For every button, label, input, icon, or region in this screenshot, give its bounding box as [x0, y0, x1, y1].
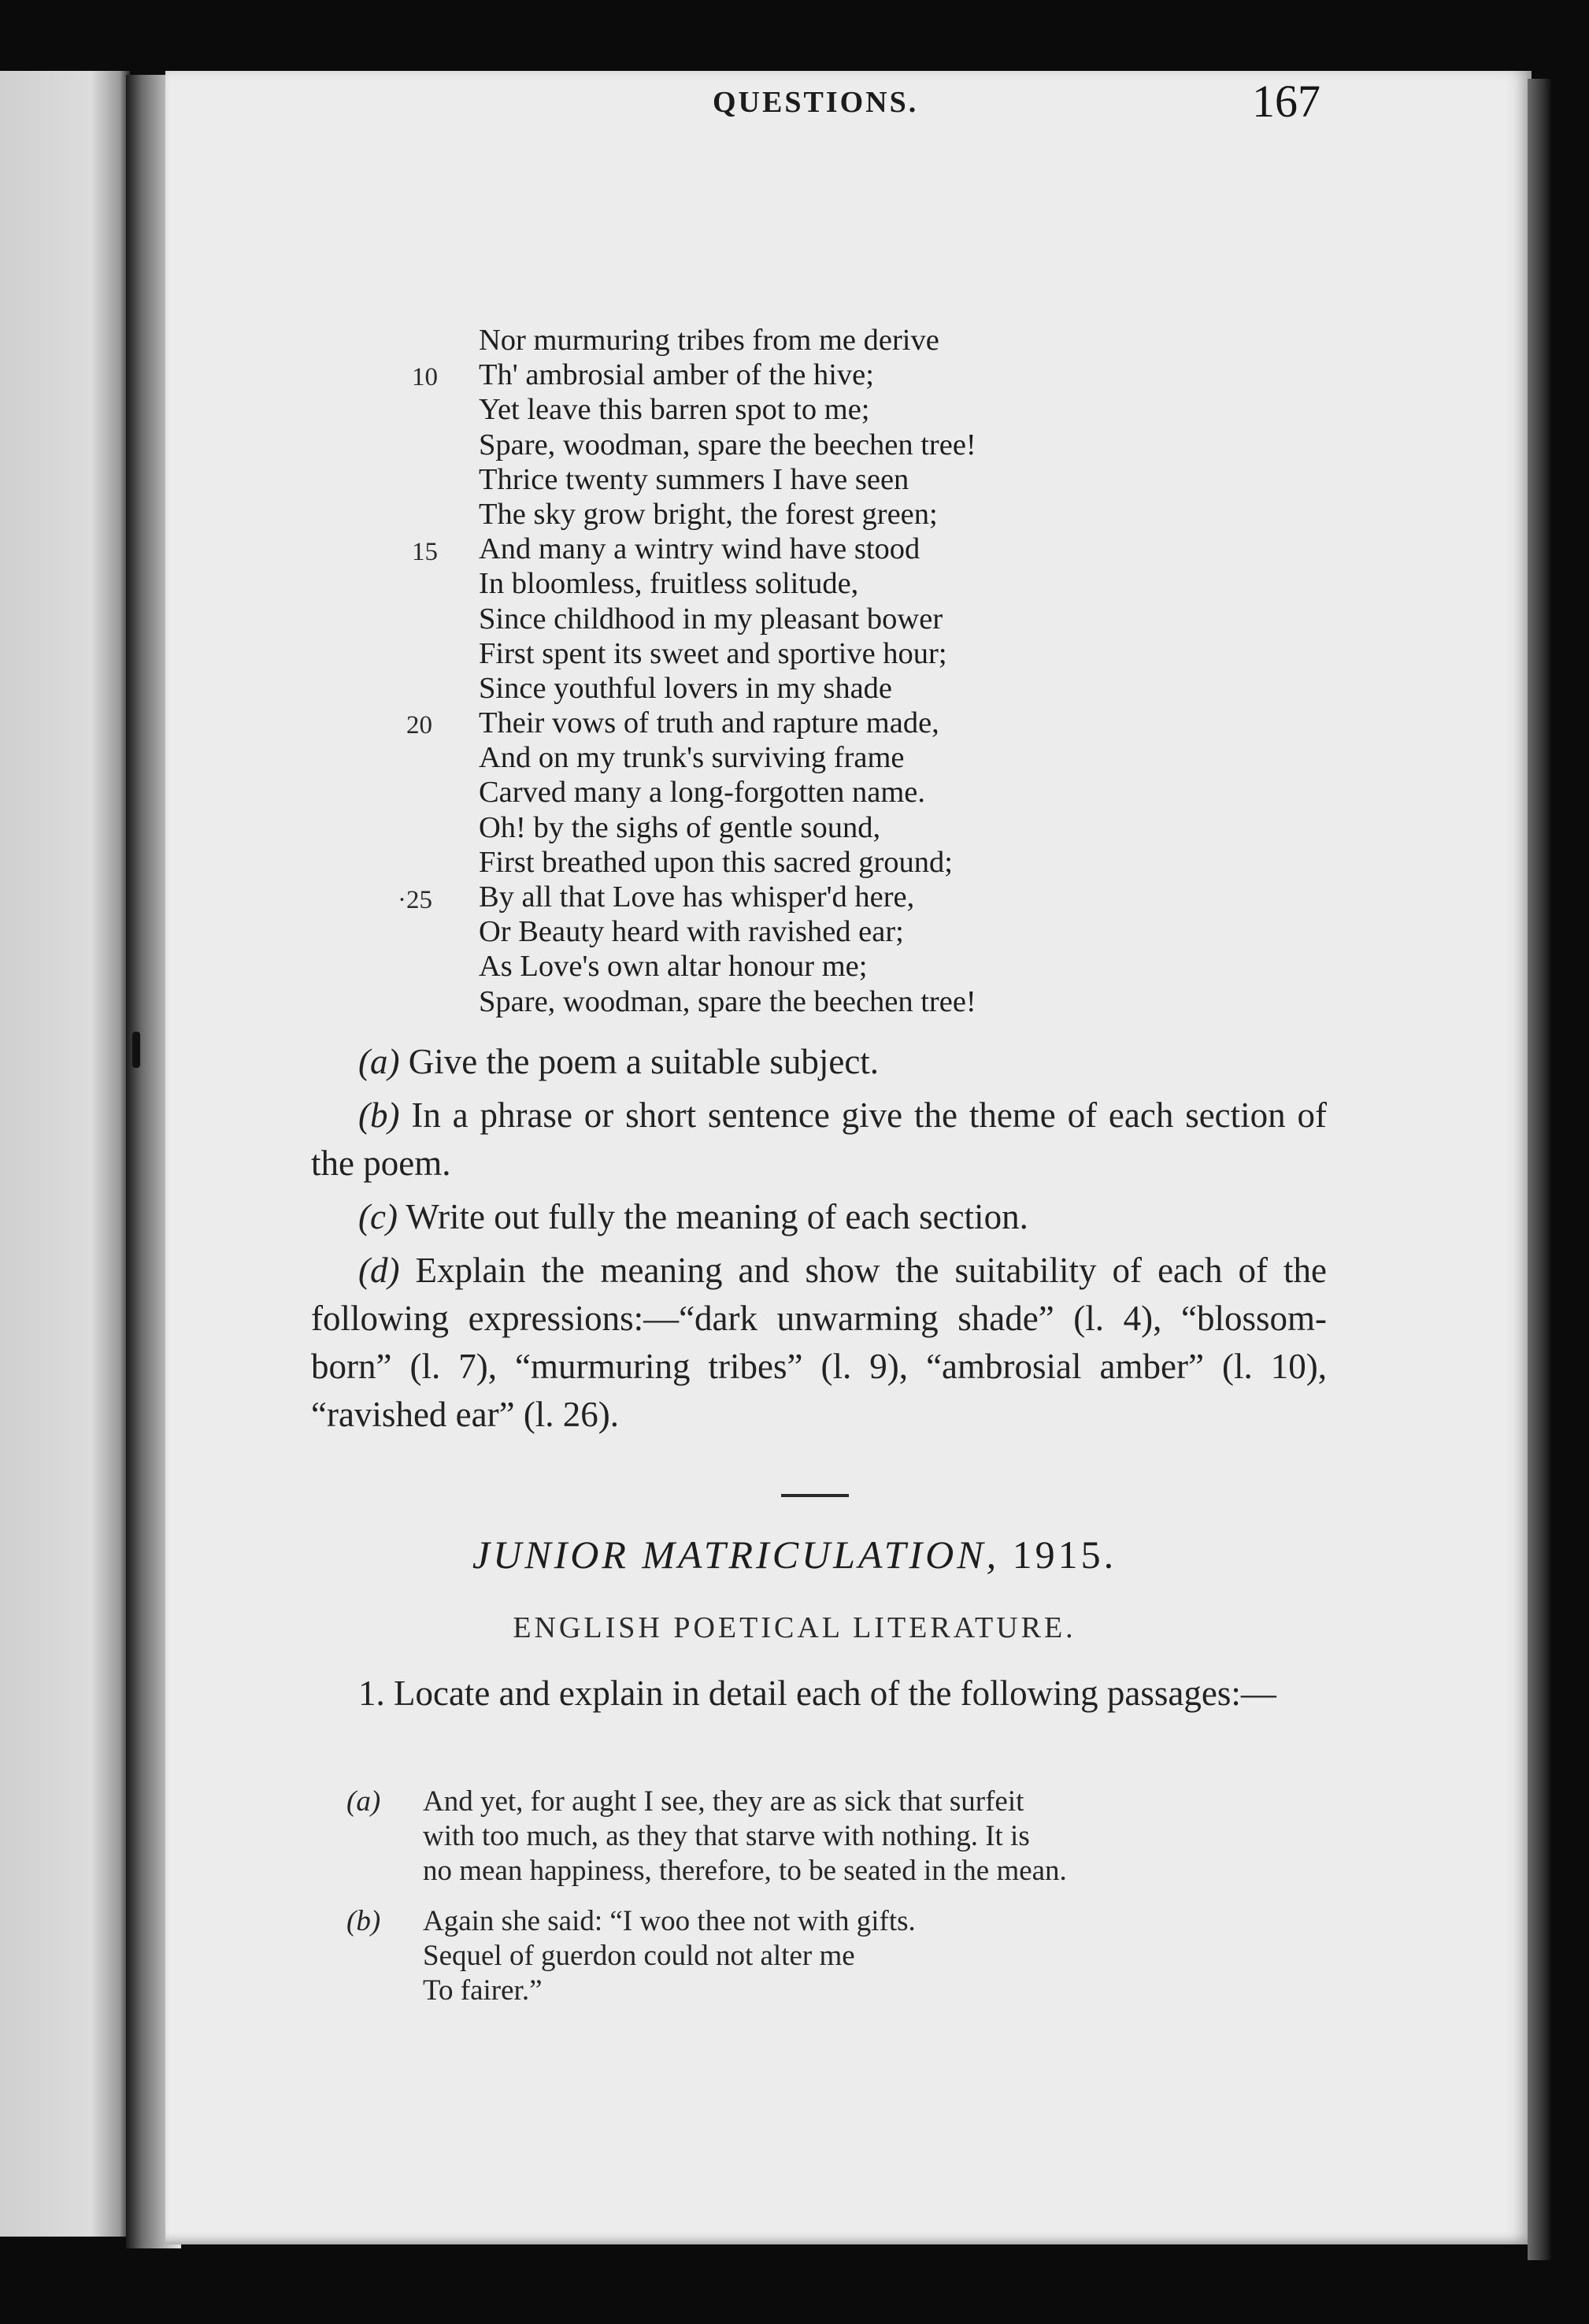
question-text: In a phrase or short sentence give the theme of each section of the poem.	[311, 1095, 1327, 1183]
poem-line: First spent its sweet and sportive hour;	[479, 636, 947, 670]
question-label: (d)	[358, 1251, 400, 1290]
question-list	[311, 1038, 1327, 1444]
question-item	[311, 1092, 1327, 1188]
facing-page-edge	[0, 71, 130, 2237]
poem-line: By all that Love has whisper'd here,	[479, 880, 915, 914]
section-title: ENGLISH POETICAL LITERATURE.	[513, 1611, 1076, 1644]
exam-year: 1915.	[1012, 1533, 1117, 1577]
line-number: 15	[412, 538, 438, 566]
page-edge-shadow	[1528, 79, 1551, 2260]
running-head: QUESTIONS.	[713, 86, 919, 119]
exam-title	[0, 1532, 1589, 1577]
passage-label: (a)	[346, 1785, 381, 1818]
passage-body	[423, 1904, 1331, 2008]
poem-line: Spare, woodman, spare the beechen tree!	[479, 984, 976, 1018]
passage-body	[423, 1785, 1331, 1888]
line-number: ·25	[398, 886, 432, 914]
poem-line: Th' ambrosial amber of the hive;	[479, 358, 874, 392]
question-text: Explain the meaning and show the suitability of each of the following expressions:—“dark unwarming shade” (l. 4), “blossom-born” (l. 7), “murmuring tribes” (l. 9), “ambrosial amber” (l. 10), “ravished ear” (l. 26).	[311, 1251, 1328, 1434]
poem-line: Carved many a long-forgotten name.	[479, 776, 925, 810]
passage-line: Sequel of guerdon could not alter me	[423, 1940, 855, 1972]
passage-line: no mean happiness, therefore, to be seated in the mean.	[423, 1855, 1067, 1887]
question-text: Give the poem a suitable subject.	[408, 1042, 880, 1081]
line-number: 20	[406, 711, 432, 739]
poem	[479, 323, 1424, 1019]
poem-line: Or Beauty heard with ravished ear;	[479, 915, 904, 949]
poem-line: Nor murmuring tribes from me derive	[479, 324, 939, 357]
question-item	[311, 1038, 1327, 1086]
question-item	[311, 1193, 1327, 1241]
poem-line: First breathed upon this sacred ground;	[479, 845, 953, 879]
question-instruction	[311, 1670, 1327, 1717]
poem-line: Spare, woodman, spare the beechen tree!	[479, 428, 976, 461]
passage	[346, 1785, 1331, 1888]
poem-line: Since youthful lovers in my shade	[479, 671, 893, 705]
question-text: Write out fully the meaning of each section.	[406, 1197, 1028, 1236]
passage-line: with too much, as they that starve with nothing. It is	[423, 1820, 1030, 1852]
poem-line: Yet leave this barren spot to me;	[479, 393, 870, 427]
poem-line: The sky grow bright, the forest green;	[479, 497, 938, 531]
question-label: (a)	[358, 1042, 400, 1081]
passage-line: And yet, for aught I see, they are as sick that surfeit	[423, 1785, 1024, 1818]
question-label: (c)	[358, 1197, 398, 1236]
exam-title-text: JUNIOR MATRICULATION,	[472, 1533, 1000, 1577]
poem-line: Their vows of truth and rapture made,	[479, 706, 939, 740]
page-number: 167	[1252, 76, 1320, 127]
poem-line: And on my trunk's surviving frame	[479, 741, 905, 775]
poem-line: Since childhood in my pleasant bower	[479, 602, 943, 636]
poem-line: In bloomless, fruitless solitude,	[479, 567, 859, 601]
section-divider	[781, 1494, 849, 1497]
passage-line: Again she said: “I woo thee not with gifts.	[423, 1905, 916, 1937]
margin-mark	[132, 1032, 140, 1068]
question-label: (b)	[358, 1095, 400, 1135]
passage	[346, 1904, 1331, 2008]
poem-line: Thrice twenty summers I have seen	[479, 462, 909, 496]
poem-line: And many a wintry wind have stood	[479, 532, 920, 566]
instruction-text: 1. Locate and explain in detail each of the following passages:—	[358, 1674, 1276, 1713]
poem-line: Oh! by the sighs of gentle sound,	[479, 810, 881, 844]
line-number: 10	[412, 363, 438, 391]
question-item	[311, 1247, 1327, 1439]
passage-line: To fairer.”	[423, 1974, 543, 2007]
passage-label: (b)	[346, 1905, 381, 1937]
poem-line: As Love's own altar honour me;	[479, 950, 868, 984]
